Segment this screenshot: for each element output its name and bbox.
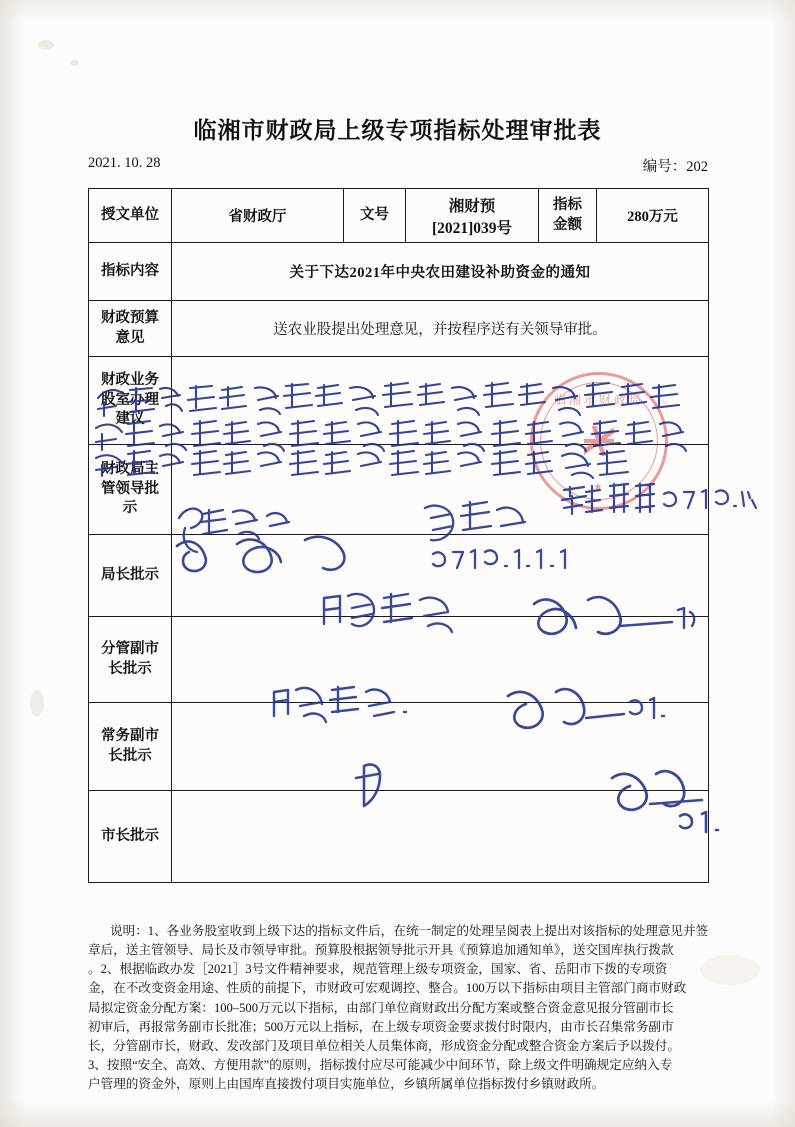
note-line-4: 金，在不改变资金用途、性质的前提下，市财政可宏观调控、整合。100万以下指标由项目主管部门商市财政: [88, 981, 687, 996]
cell-deputy-mayor-handwriting: [172, 617, 709, 703]
finance-leader-label-line3: 示: [122, 500, 138, 517]
note-line-8: 3、按照“安全、高效、方便用款”的原则，指标拨付应尽可能减少中间环节，除上级文件明确规定应纳入专: [88, 1057, 673, 1072]
official-seal-text-bottom: ★: [593, 482, 605, 493]
row-label-doc-number: 文号: [344, 189, 406, 243]
doc-number-line1: 湘财预: [448, 197, 496, 215]
note-line-9: 户管理的资金外，原则上由国库直接拨付项目实施单位，乡镇所属单位指标拨付乡镇财政所。: [88, 1077, 605, 1092]
row-label-budget-opinion: [89, 301, 172, 357]
scan-edge-shadow: [771, 0, 795, 1127]
budget-opinion-label-line2: 意见: [115, 329, 145, 346]
business-label-line2: 股室办理: [101, 391, 159, 408]
scan-edge-shadow: [0, 1100, 795, 1127]
cell-issuing-unit-value: 省财政厅: [172, 189, 344, 243]
document-serial: [643, 155, 708, 176]
business-label-line3: 建议: [115, 411, 145, 428]
note-line-7: 长，分管副市长，财政、发改部门及项目单位相关人员集体商，形成资金分配或整合资金方案后予以拨付。: [88, 1038, 680, 1053]
note-line-5: 局拟定资金分配方案：100–500万元以下指标，由部门单位商财政出分配方案或整合资金意见报分管副市长: [88, 1000, 674, 1015]
approval-form-table: [88, 188, 709, 883]
document-meta: [88, 155, 708, 176]
amount-label-line1: 指标: [553, 196, 582, 213]
row-label-amount: [539, 189, 597, 243]
scan-artifact: [38, 40, 54, 50]
cell-mayor-handwriting: [172, 791, 709, 883]
scan-edge-shadow: [0, 0, 795, 22]
deputy-mayor-label-line2: 长批示: [108, 660, 152, 677]
table-row: [89, 703, 709, 791]
page-title: 临湘市财政局上级专项指标处理审批表: [193, 118, 602, 143]
scan-edge-shadow: [0, 0, 24, 1127]
budget-opinion-label-line1: 财政预算: [101, 309, 159, 326]
cell-bureau-chief-handwriting: [172, 535, 709, 617]
table-row: [89, 535, 709, 617]
document-serial-value: 202: [686, 159, 708, 175]
table-row: [89, 445, 709, 535]
cell-business-dept-handwriting: [172, 357, 709, 445]
row-label-finance-leader-approval: [89, 445, 172, 535]
finance-leader-label-line1: 财政局主: [101, 461, 159, 478]
cell-amount-value: 280万元: [597, 189, 709, 243]
official-seal-text-top: 临湘市财政局: [553, 393, 644, 407]
row-label-bureau-chief-approval: 局长批示: [89, 535, 172, 617]
deputy-mayor-label-line1: 分管副市: [101, 640, 159, 657]
finance-leader-label-line2: 管领导批: [101, 480, 159, 497]
table-row: [89, 301, 709, 357]
note-line-2: 章后，送主管领导、局长及市领导审批。预算股根据领导批示开具《预算追加通知单》，送交国库执行拨款: [88, 943, 674, 958]
note-line-6: 初审后，再报常务副市长批准；500万元以上指标，在上级专项资金要求拨付时限内，由市长召集常务副市: [88, 1019, 674, 1034]
table-row: [89, 243, 709, 301]
row-label-executive-deputy-mayor-approval: [89, 703, 172, 791]
scan-artifact: [30, 690, 44, 716]
cell-doc-number-value: [406, 189, 539, 243]
row-label-issuing-unit: 授文单位: [89, 189, 172, 243]
cell-budget-opinion-value: 送农业股提出处理意见，并按程序送有关领导审批。: [172, 301, 709, 357]
document-serial-label: 编号：: [642, 159, 687, 175]
executive-deputy-label-line1: 常务副市: [101, 727, 159, 744]
amount-label-line2: 金额: [553, 216, 582, 233]
row-label-mayor-approval: 市长批示: [89, 791, 172, 883]
row-label-indicator-content: 指标内容: [89, 243, 172, 301]
document-date: 2021. 10. 28: [88, 155, 161, 171]
form-notes: [88, 922, 710, 1094]
note-line-1: 说明：1、各业务股室收到上级下达的指标文件后，在统一制定的处理呈阅表上提出对该指标的处理意见并签: [110, 924, 709, 938]
cell-finance-leader-handwriting: [172, 445, 709, 535]
table-row: [89, 617, 709, 703]
business-label-line1: 财政业务: [101, 372, 159, 389]
row-label-business-dept-suggestion: [89, 357, 172, 445]
table-row: [89, 357, 709, 445]
cell-executive-deputy-mayor-handwriting: [172, 703, 709, 791]
doc-number-line2: [2021]039号: [431, 219, 513, 237]
note-line-3: 。2、根据临政办发［2021］3号文件精神要求，规范管理上级专项资金，国家、省、岳阳市下拨的专项资: [88, 962, 668, 977]
executive-deputy-label-line2: 长批示: [108, 747, 152, 764]
cell-indicator-content-value: 关于下达2021年中央农田建设补助资金的通知: [172, 243, 709, 301]
scan-artifact: [70, 60, 79, 66]
table-row: [89, 791, 709, 883]
row-label-deputy-mayor-approval: [89, 617, 172, 703]
table-row: [89, 189, 709, 243]
